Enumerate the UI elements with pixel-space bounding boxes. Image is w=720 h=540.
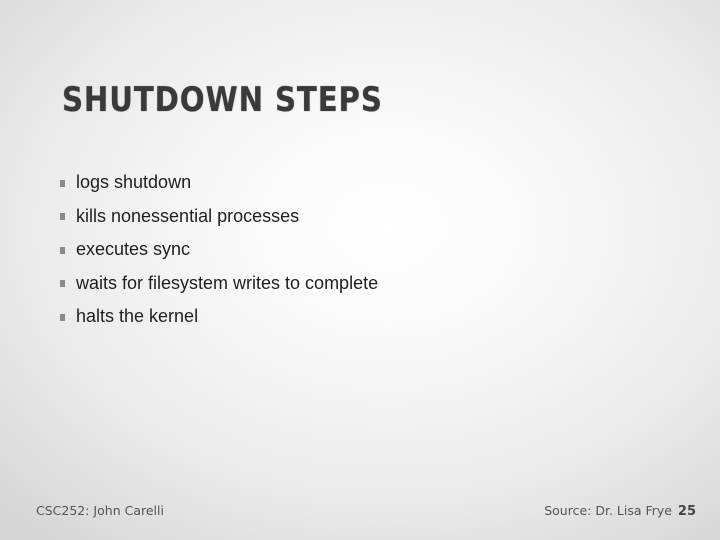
bullet-text: executes sync	[76, 239, 191, 260]
square-bullet-icon	[60, 314, 65, 321]
list-item	[60, 300, 378, 334]
slide-title: SHUTDOWN STEPS	[62, 80, 383, 120]
square-bullet-icon	[60, 247, 65, 254]
square-bullet-icon	[60, 180, 65, 187]
list-item	[60, 200, 378, 234]
bullet-text: waits for filesystem writes to complete	[76, 272, 379, 293]
bullet-text: kills nonessential processes	[76, 205, 300, 226]
list-item	[60, 233, 378, 267]
square-bullet-icon	[60, 213, 65, 220]
footer-source: Source: Dr. Lisa Frye	[544, 503, 672, 518]
square-bullet-icon	[60, 280, 65, 287]
footer-course: CSC252: John Carelli	[36, 503, 164, 518]
page-number: 25	[677, 504, 696, 519]
bullet-list	[60, 166, 378, 334]
list-item	[60, 166, 378, 200]
list-item	[60, 267, 378, 301]
bullet-text: logs shutdown	[76, 172, 192, 193]
bullet-text: halts the kernel	[76, 306, 199, 327]
